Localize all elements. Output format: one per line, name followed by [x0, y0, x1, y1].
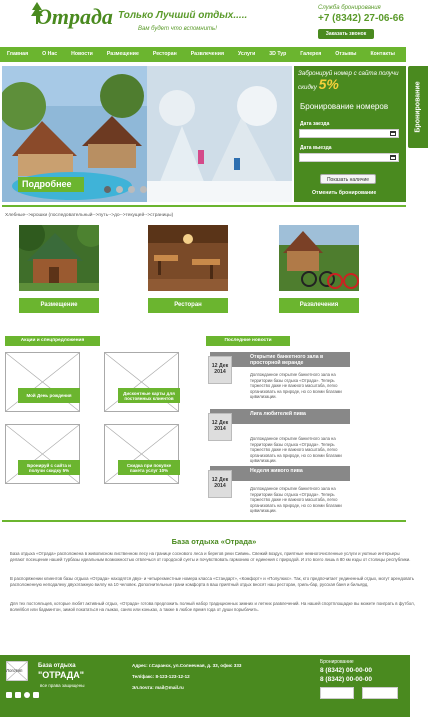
side-tab-label: Бронирование	[414, 81, 422, 133]
checkin-date-input[interactable]	[299, 129, 399, 138]
nav-about[interactable]: О Нас	[42, 51, 58, 57]
about-paragraph: В распоряжении клиентов базы отдыха «Отрада» находятся двух- и четырехместные номера класса «Стандарт», «Комфорт» и «Полулюкс». Так, кто предпочитает уединенный отдых, могут арендовать расположенную неподалеку двухэтажную виллу на 10 человек. Дополнительные грани комфорта в ваш приятный отдых вносят наш ресторан, гриль-бар, русская баня и бильярд.	[10, 576, 414, 587]
slider-dots	[104, 186, 147, 193]
nav-restaurant[interactable]: Ресторан	[152, 51, 177, 57]
promo-birthday-label[interactable]: Мой День рождения	[18, 388, 80, 403]
nav-services[interactable]: Услуги	[238, 51, 256, 57]
main-nav	[0, 47, 406, 62]
footer-rights: все права защищены	[40, 683, 85, 688]
promo-placeholder-image	[104, 424, 179, 484]
divider	[2, 520, 406, 522]
news-date: 12 Дек 2014	[208, 356, 232, 384]
news-title[interactable]: Открытие банкетного зала в просторной веранде	[210, 352, 350, 367]
slider-dot[interactable]	[140, 186, 147, 193]
booking-side-tab[interactable]	[408, 66, 428, 148]
social-icons	[6, 692, 39, 698]
calendar-icon[interactable]	[390, 131, 396, 136]
about-paragraph: База отдыха «Отрада» расположена в живописном лиственном лесу на границе соснового леса и берегов реки Сивинь. Свежий воздух, приятные немногочисленные услуги и уютные интерьеры делают посещение нашей турбазы идеальным возможностью отвлечься от городской суеты и почувствовать гармонию от единения с природой. И это всего лишь в 80 км езды от столицы республики.	[10, 551, 411, 562]
instagram-icon[interactable]	[24, 692, 30, 698]
nav-reviews[interactable]: Отзывы	[335, 51, 357, 57]
promo-package-label[interactable]: Скидка при покупке пакета услуг 10%	[118, 460, 180, 475]
footer	[0, 655, 410, 717]
slogan-sub: Вам будет что вспомнить!	[138, 26, 217, 32]
news-title[interactable]: Лига любителей пива	[210, 409, 350, 424]
entertainment-image[interactable]	[279, 225, 359, 291]
nav-accommodation[interactable]: Размещение	[106, 51, 139, 57]
promo-placeholder-image	[104, 352, 179, 412]
footer-brand-line2: "ОТРАДА"	[38, 670, 84, 680]
checkout-label: Дата выезда	[300, 145, 332, 151]
slider-dot[interactable]	[104, 186, 111, 193]
news-date: 12 Дек 2014	[208, 413, 232, 441]
nav-contacts[interactable]: Контакты	[370, 51, 395, 57]
accommodation-card-label[interactable]: Размещение	[19, 298, 99, 313]
footer-input[interactable]	[362, 687, 398, 699]
logo[interactable]: Отрада	[36, 4, 113, 29]
slogan: Только Лучший отдых.....	[118, 10, 248, 21]
promo-site-booking-label[interactable]: Бронируй с сайта и получи скидку 5%	[18, 460, 80, 475]
checkin-label: Дата заезда	[300, 121, 330, 127]
cancel-booking-link[interactable]: Отменить бронирование	[312, 190, 377, 196]
entertainment-card-label[interactable]: Развлечения	[279, 298, 359, 313]
accommodation-image[interactable]	[19, 225, 99, 291]
promo-placeholder-image	[5, 424, 80, 484]
footer-email[interactable]: Эл.почта: mail@mail.ru	[132, 685, 184, 690]
footer-phone2: 8 (8342) 00-00-00	[320, 676, 373, 683]
footer-booking-label: Бронирование	[320, 659, 354, 665]
news-text: Долгожданное открытие банкетного зала на территории базы отдыха «Отрада». Теперь торжество даже не важного масштаба, легко организовать на природе, но со всеми благами цивилизации.	[250, 372, 342, 399]
footer-input[interactable]	[320, 687, 354, 699]
news-text: Долгожданное открытие банкетного зала на территории базы отдыха «Отрада». Теперь торжество даже не важного масштаба, легко организовать на природе, но со всеми благами цивилизации.	[250, 486, 342, 513]
footer-phonefax: Тел/факс: 8-123-123-12-12	[132, 674, 190, 679]
news-heading: Последние новости	[206, 336, 290, 346]
booking-service-label: Служба бронирования	[318, 5, 381, 11]
nav-3d-tour[interactable]: 3D Тур	[269, 51, 287, 57]
news-text: Долгожданное открытие банкетного зала на территории базы отдыха «Отрада». Теперь торжество даже не важного масштаба, легко организовать на природе, но со всеми благами цивилизации.	[250, 436, 342, 463]
hero-more-button[interactable]: Подробнее	[18, 177, 84, 192]
about-paragraph: Для тех постояльцев, которые любят активный отдых, «Отрада» готова предложить полный набор традиционных зимних и летних развлечений. На нашей спортплощадке вы можете поиграть в футбол, волейбол или бадминтон, зимой покататься на лыжах, санях или коньках, а также в любое время года от души порыбачить.	[10, 601, 415, 612]
twitter-icon[interactable]	[33, 692, 39, 698]
show-availability-button[interactable]: Показать наличие	[320, 174, 376, 184]
footer-phone1: 8 (8342) 00-00-00	[320, 667, 373, 674]
divider	[2, 205, 406, 207]
promo-banner[interactable]	[294, 66, 406, 98]
slider-dot[interactable]	[128, 186, 135, 193]
nav-news[interactable]: Новости	[71, 51, 93, 57]
restaurant-image[interactable]	[148, 225, 228, 291]
footer-logo-label: Логотип	[6, 668, 23, 673]
call-back-button[interactable]: Заказать звонок	[318, 29, 374, 39]
about-title: База отдыха «Отрада»	[171, 537, 257, 546]
booking-title: Бронирование номеров	[300, 102, 389, 111]
restaurant-card-label[interactable]: Ресторан	[148, 298, 228, 313]
breadcrumb[interactable]: Хлебные-->крошки (последовательный-->путь-->до-->текущей-->страницы)	[5, 213, 174, 218]
nav-gallery[interactable]: Галерея	[300, 51, 322, 57]
header-phone: +7 (8342) 27-06-66	[318, 13, 404, 24]
footer-address: Адрес: г.Саранск, ул.Солнечная, д. 33, офис 333	[132, 663, 242, 668]
news-title[interactable]: Неделя живого пива	[210, 466, 350, 481]
nav-entertainment[interactable]: Развлечения	[190, 51, 225, 57]
vk-icon[interactable]	[15, 692, 21, 698]
checkout-date-input[interactable]	[299, 153, 399, 162]
news-date: 12 Дек 2014	[208, 470, 232, 498]
slider-dot[interactable]	[116, 186, 123, 193]
promotions-heading: Акции и спецпредложения	[5, 336, 100, 346]
promo-percent: 5%	[318, 76, 339, 92]
promo-discount-cards-label[interactable]: Дисконтные карты для постоянных клиентов	[118, 388, 180, 403]
promo-placeholder-image	[5, 352, 80, 412]
footer-brand-line1: База отдыха	[38, 663, 76, 669]
facebook-icon[interactable]	[6, 692, 12, 698]
promo-text: Забронируй номер с сайта получи скидку	[298, 70, 399, 91]
calendar-icon[interactable]	[390, 155, 396, 160]
booking-panel	[294, 98, 406, 202]
nav-home[interactable]: Главная	[7, 51, 29, 57]
